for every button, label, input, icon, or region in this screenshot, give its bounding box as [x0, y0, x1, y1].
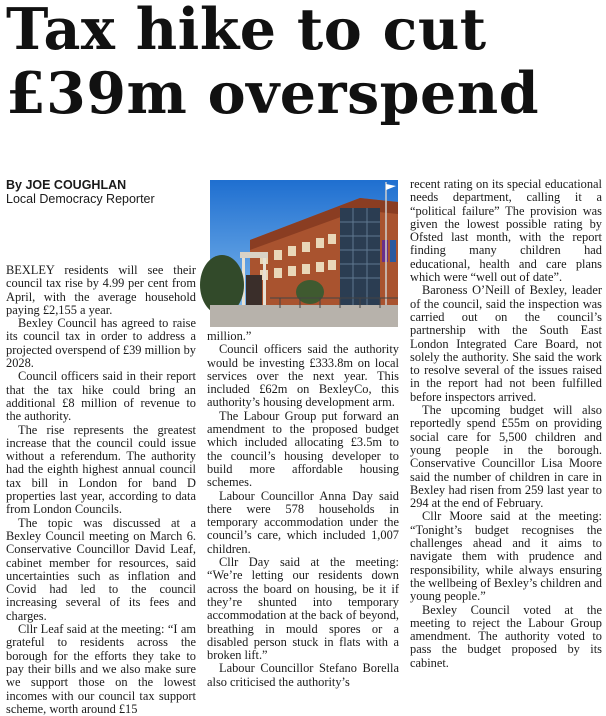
headline	[6, 0, 602, 126]
paragraph: Cllr Day said at the meeting: “We’re letting our residents down across the board on housing, be it if they’re shunted into temporary accommodation at the back of beyond, breathing in mould spores or a disabled person stuck in flats with a broken lift.”	[207, 555, 399, 663]
paragraph: The rise represents the greatest increase that the council could issue without a referendum. The authority had the eighth highest annual council tax bill in London for band D properties last year, according to data from London Councils.	[6, 422, 196, 517]
paragraph: Council officers said in their report that the tax hike could bring an additional £8 million of revenue to the authority.	[6, 369, 196, 424]
paragraph: The upcoming budget will also reportedly spend £55m on providing social care for 5,500 children and young people in the borough. Conservative Councillor Lisa Moore said the number of children in care in Bexley had risen from 259 last year to 294 at the end of February.	[410, 403, 602, 511]
article-column-2	[207, 330, 399, 689]
paragraph: Baroness O’Neill of Bexley, leader of the council, said the inspection was carried out on the council’s partnership with the South East London Integrated Care Board, not solely the authority. She said the work to resolve several of the issues raised in the report had not been fulfilled before inspectors arrived.	[410, 283, 602, 404]
paragraph: Cllr Moore said at the meeting: “Tonight’s budget recognises the challenges ahead and it aims to navigate them with prudence and responsibility, while always ensuring the wellbeing of Bexley’s children and young people.”	[410, 509, 602, 604]
paragraph: BEXLEY residents will see their council tax rise by 4.99 per cent from April, with the average household paying £2,155 a year.	[6, 263, 196, 317]
paragraph: Labour Councillor Anna Day said there were 578 households in temporary accommodation under the council’s care, which included 1,007 children.	[207, 488, 399, 556]
paragraph: Labour Councillor Stefano Borella also criticised the authority’s	[207, 661, 399, 689]
council-building-photo	[210, 180, 398, 327]
paragraph: The Labour Group put forward an amendment to the proposed budget which included allocating £3.5m to the council’s housing developer to build more affordable housing schemes.	[207, 408, 399, 490]
paragraph: Bexley Council has agreed to raise its council tax in order to address a projected overspend of £39 million by 2028.	[6, 316, 196, 371]
headline-line-2: £39m overspend	[6, 60, 540, 127]
paragraph: million.”	[207, 329, 252, 343]
article-column-1	[6, 178, 196, 716]
paragraph: Bexley Council voted at the meeting to reject the Labour Group amendment. The authority voted to pass the budget proposed by its cabinet.	[410, 602, 602, 670]
byline	[6, 178, 196, 206]
paragraph: Council officers said the authority would be investing £333.8m on local services over the next year. This included £62m on BexleyCo, this authority’s housing development arm.	[207, 342, 399, 410]
paragraph: recent rating on its special educational needs department, calling it a “political failure” The provision was given the lowest possible rating by Ofsted last month, with the report finding many children had educational, health and care plans which were “well out of date”.	[410, 177, 602, 285]
paragraph: Cllr Leaf said at the meeting: “I am grateful to residents across the borough for the efforts they take to pay their bills and we also make sure we support those on the lowest incomes with our council tax support scheme, worth around £15	[6, 622, 196, 716]
byline-role: Local Democracy Reporter	[6, 192, 155, 206]
paragraph: The topic was discussed at a Bexley Council meeting on March 6. Conservative Councillor David Leaf, cabinet member for resources, said uncertainties such as inflation and Covid had led to the council increasing several of its fees and charges.	[6, 515, 196, 623]
byline-author: By JOE COUGHLAN	[6, 178, 127, 192]
headline-line-1: Tax hike to cut	[6, 0, 487, 63]
article-column-3	[410, 178, 602, 670]
